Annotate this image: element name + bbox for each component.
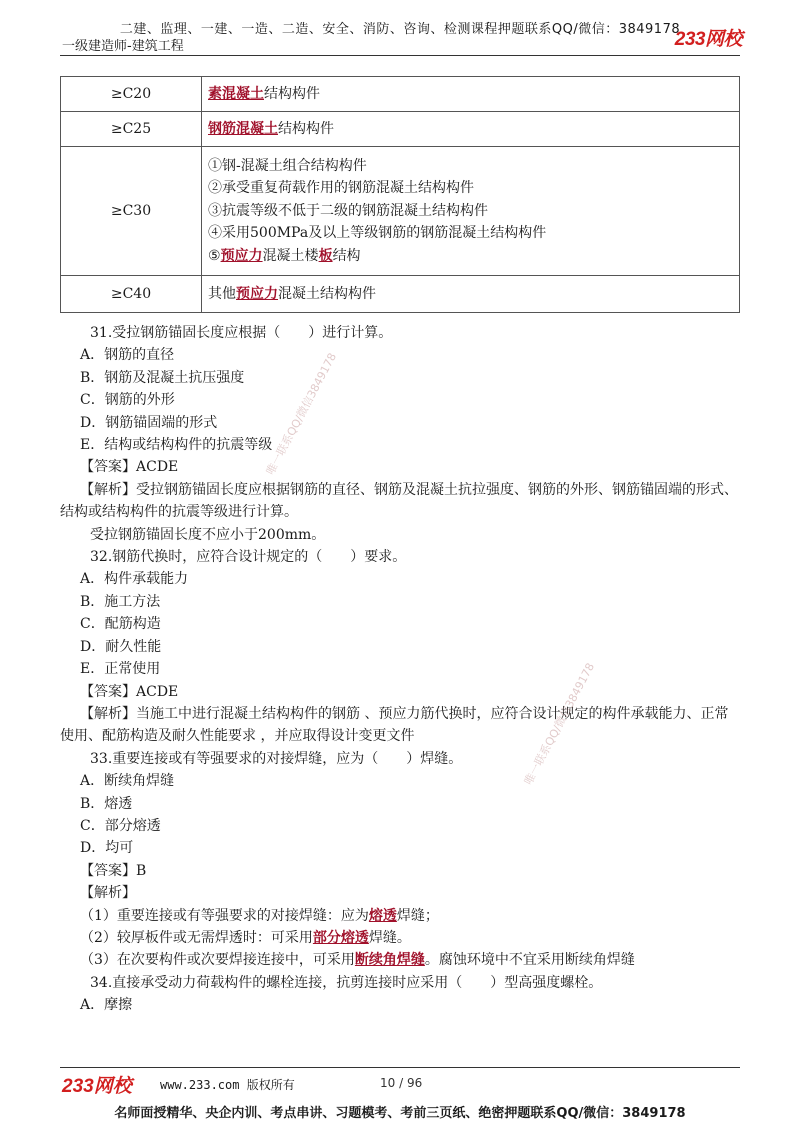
footer-divider: [60, 1067, 740, 1068]
answer-option: B．施工方法: [80, 593, 161, 610]
highlighted-term: 钢筋混凝土: [208, 120, 278, 137]
component-cell: [202, 276, 740, 313]
question-stem: 34.直接承受动力荷载构件的螺栓连接，抗剪连接时应采用（ ）型高强度螺栓。: [90, 974, 603, 991]
watermark-text: 唯一联系QQ/微信3849178: [521, 660, 598, 788]
analysis-point-text: 焊缝；: [396, 907, 439, 924]
analysis-point: [80, 905, 740, 927]
header-divider: [60, 55, 740, 56]
highlighted-term: 预应力: [220, 247, 263, 264]
page-number: 10 / 96: [380, 1076, 423, 1090]
answer-option: C．部分熔透: [80, 817, 161, 834]
component-line: [208, 83, 733, 105]
table-row: [61, 77, 740, 112]
highlighted-term: 熔透: [368, 907, 397, 924]
grade-cell: ≥C40: [61, 276, 202, 313]
highlighted-term: 预应力: [236, 285, 278, 302]
component-text: ①钢-混凝土组合结构构件: [208, 157, 367, 174]
component-line: [208, 222, 733, 244]
component-cell: [202, 112, 740, 147]
question-stem: 33.重要连接或有等强要求的对接焊缝，应为（ ）焊缝。: [90, 750, 463, 767]
header-contact-line: 二建、监理、一建、一造、二造、安全、消防、咨询、检测课程押题联系QQ/微信：3849178: [119, 22, 681, 37]
answer-option: C．钢筋的外形: [80, 392, 175, 409]
table-row: [61, 276, 740, 313]
analysis-label: 【解析】: [80, 481, 136, 498]
component-line: [208, 283, 733, 305]
answer-option: B．熔透: [80, 795, 133, 812]
analysis-point: [80, 949, 740, 971]
table-row: [61, 147, 740, 276]
grade-cell: ≥C25: [61, 112, 202, 147]
answer-option: D．钢筋锚固端的形式: [80, 414, 218, 431]
analysis-note: 受拉钢筋锚固长度不应小于200mm。: [90, 526, 326, 543]
component-line: [208, 177, 733, 199]
answer-option: A．摩擦: [80, 997, 133, 1014]
answer-key: 【答案】ACDE: [80, 683, 179, 700]
component-text: 结构: [332, 247, 361, 264]
answer-key: 【答案】ACDE: [80, 459, 179, 476]
header-subject: 一级建造师-建筑工程: [62, 39, 184, 54]
question-stem: 31.受拉钢筋锚固长度应根据（ ）进行计算。: [90, 325, 393, 341]
analysis-paragraph: [60, 703, 740, 748]
analysis-point-text: （1）重要连接或有等强要求的对接焊缝：应为: [80, 907, 369, 924]
answer-option: D．耐久性能: [80, 638, 162, 655]
highlighted-term: 板: [318, 247, 333, 264]
highlighted-term: 部分熔透: [312, 929, 369, 946]
answer-option: E．正常使用: [80, 661, 161, 678]
analysis-text: 当施工中进行混凝土结构构件的钢筋 、预应力筋代换时，应符合设计规定的构件承载能力、正常使用、配筋构造及耐久性能要求 ，并应取得设计变更文件: [60, 705, 729, 745]
footer-site: www.233.com 版权所有: [160, 1078, 295, 1092]
answer-option: B．钢筋及混凝土抗压强度: [80, 369, 245, 386]
highlighted-term: 断续角焊缝: [354, 952, 425, 969]
watermark-text: 唯一联系QQ/微信3849178: [263, 350, 340, 478]
question-content: [60, 322, 740, 1017]
answer-option: A．断续角焊缝: [80, 773, 175, 790]
footer-slogan: 名师面授精华、央企内训、考点串讲、习题模考、考前三页纸、绝密押题联系QQ/微信：3849178: [114, 1106, 686, 1121]
grade-cell: ≥C20: [61, 77, 202, 112]
component-cell: [202, 147, 740, 276]
analysis-label: 【解析】: [80, 705, 136, 722]
component-text: ③抗震等级不低于二级的钢筋混凝土结构构件: [208, 202, 488, 219]
brand-logo-top: 233网校: [674, 29, 742, 50]
analysis-point-text: 焊缝。: [368, 929, 411, 946]
answer-option: D．均可: [80, 840, 134, 857]
analysis-point-text: 。腐蚀环境中不宜采用断续角焊缝: [424, 952, 635, 969]
answer-option: A．钢筋的直径: [80, 347, 175, 364]
component-text: 混凝土楼: [262, 247, 319, 264]
analysis-point-text: （3）在次要构件或次要焊接连接中，可采用: [80, 952, 355, 969]
component-line: [208, 118, 733, 140]
answer-key: 【答案】B: [80, 862, 147, 879]
question-stem: 32.钢筋代换时，应符合设计规定的（ ）要求。: [90, 549, 407, 566]
brand-logo-bottom: 233网校: [62, 1076, 132, 1097]
analysis-text: 受拉钢筋锚固长度应根据钢筋的直径、钢筋及混凝土抗拉强度、钢筋的外形、钢筋锚固端的形式、结构或结构构件的抗震等级进行计算。: [60, 481, 738, 521]
answer-option: C．配筋构造: [80, 616, 161, 633]
analysis-paragraph: [60, 479, 740, 524]
grade-cell: ≥C30: [61, 147, 202, 276]
component-line: [208, 245, 733, 267]
analysis-point: [80, 927, 740, 949]
component-text: 混凝土结构构件: [278, 285, 376, 302]
component-text: 结构构件: [264, 85, 320, 102]
table-row: [61, 112, 740, 147]
component-text: ④采用500MPa及以上等级钢筋的钢筋混凝土结构构件: [208, 225, 547, 242]
component-text: ②承受重复荷载作用的钢筋混凝土结构构件: [208, 180, 474, 197]
answer-option: A．构件承载能力: [80, 571, 189, 588]
highlighted-term: 素混凝土: [208, 85, 264, 102]
answer-option: E．结构或结构构件的抗震等级: [80, 437, 273, 454]
component-line: [208, 155, 733, 177]
component-text: 其他: [208, 285, 236, 302]
component-cell: [202, 77, 740, 112]
concrete-grade-table: [60, 76, 740, 313]
component-text: 结构构件: [278, 120, 334, 137]
component-text: ⑤: [208, 247, 221, 264]
component-line: [208, 200, 733, 222]
analysis-point-text: （2）较厚板件或无需焊透时：可采用: [80, 929, 313, 946]
analysis-label: 【解析】: [80, 885, 136, 902]
